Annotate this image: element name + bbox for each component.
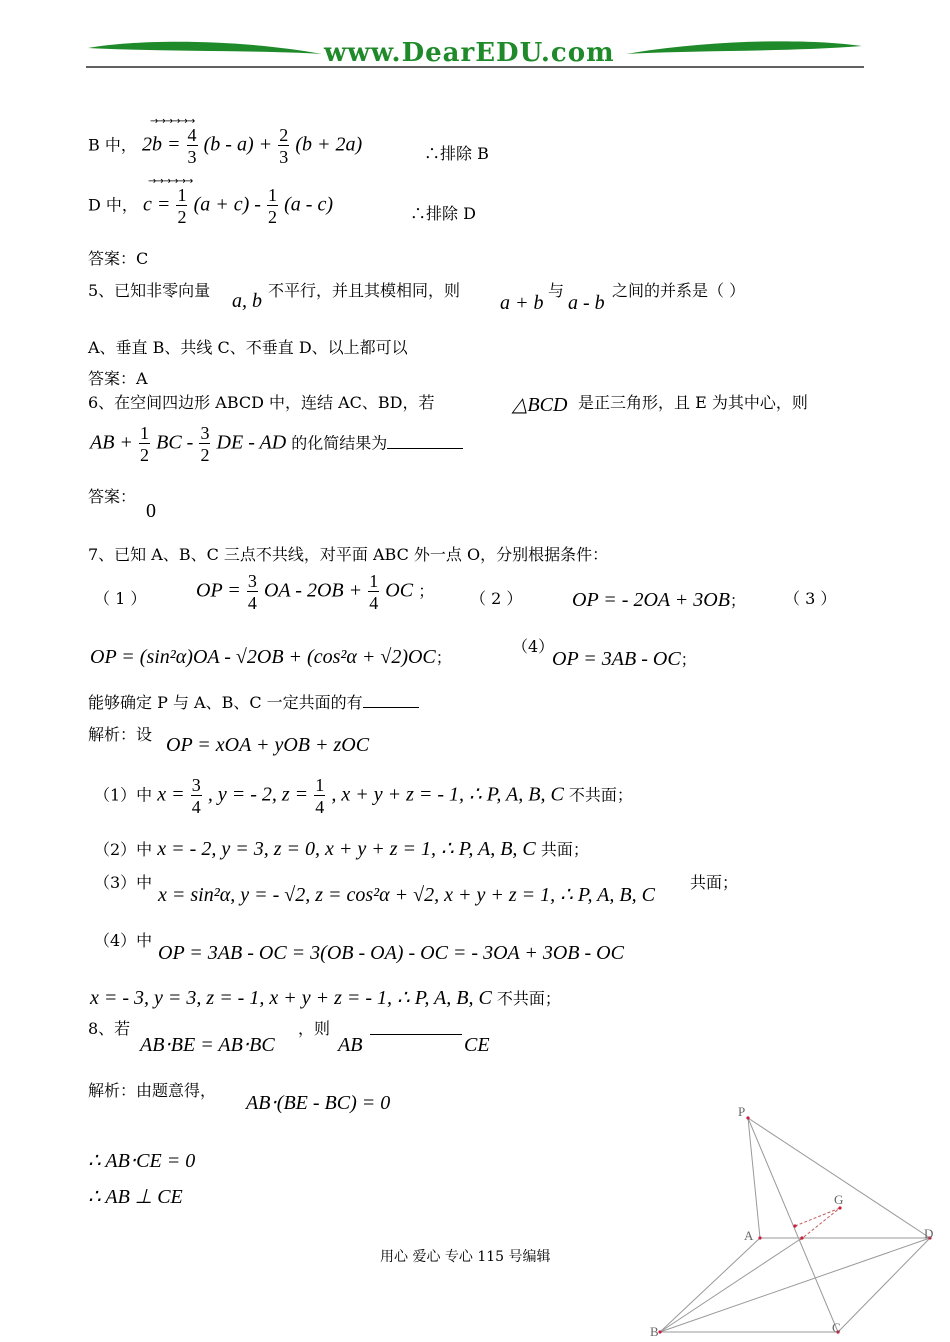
- fraction: $\frac{3}{2}$: [200, 423, 210, 465]
- edge-pd: [748, 1118, 930, 1238]
- q7-cond-1-label: （ 1 ）: [94, 589, 147, 608]
- question-7-ask: [88, 690, 419, 713]
- fraction: $\frac{1}{4}$: [369, 571, 379, 613]
- text: 不共面；: [568, 785, 633, 805]
- math: (a - c): [284, 193, 333, 216]
- header-banner: [86, 36, 864, 72]
- sol7-case-4-label: （4）中: [94, 931, 153, 950]
- question-7: 7、已知 A、B、C 三点不共线，对平面 ABC 外一点 O，分别根据条件：: [88, 545, 609, 564]
- answer-blank: [363, 693, 419, 708]
- fraction: $\frac{3}{4}$: [191, 775, 201, 817]
- q7-cond-2-label: （ 2 ）: [470, 589, 523, 608]
- line-b-result: ∴排除 B: [424, 144, 489, 163]
- math: (b + 2a): [295, 133, 363, 156]
- dashed-eg: [795, 1208, 840, 1226]
- sol7-case-3: [158, 882, 655, 907]
- sol7-case-3-label: （3）中: [94, 873, 153, 892]
- math: OP =: [196, 579, 241, 602]
- q7-cond-4-label: （4）: [512, 637, 555, 656]
- q8-ce: CE: [464, 1034, 490, 1056]
- text: ；: [435, 648, 452, 667]
- math: c =: [143, 193, 171, 216]
- answer-5: 答案：A: [88, 369, 148, 388]
- math: , x + y + z = - 1, ∴ P, A, B, C: [331, 783, 564, 806]
- sol8-line-2: ∴ AB ⊥ CE: [88, 1186, 183, 1208]
- math: OP = (sin²α)OA - √2OB + (cos²α + √2)OC: [90, 646, 436, 668]
- label-p: P: [738, 1104, 746, 1119]
- label-a: A: [744, 1228, 754, 1243]
- math: , y = - 2, z =: [207, 783, 309, 806]
- question-5-d: 之间的并系是（ ）: [612, 281, 746, 300]
- question-5-b: 不平行，并且其模相同，则: [268, 281, 461, 300]
- text: D 中，: [88, 195, 138, 215]
- question-5-options: A、垂直 B、共线 C、不垂直 D、以上都可以: [88, 338, 408, 357]
- vector-arrow-mark: →→→→→→: [150, 116, 195, 127]
- page-footer: 用心 爱心 专心 115 号编辑: [380, 1249, 551, 1265]
- text: ；: [729, 591, 746, 610]
- q7-cond-4: [552, 647, 697, 671]
- edge-ab: [660, 1238, 760, 1332]
- answer-6-value: 0: [146, 500, 156, 522]
- edge-cd: [838, 1238, 930, 1332]
- edge-pa: [748, 1118, 760, 1238]
- dashed-g: [800, 1208, 840, 1240]
- label-c: C: [832, 1320, 841, 1335]
- text: 共面；: [540, 840, 589, 859]
- math: (b - a) +: [203, 133, 273, 156]
- tetrahedron-figure: [640, 1100, 946, 1340]
- sol8-label: 解析：由题意得，: [88, 1081, 217, 1100]
- math: x = - 2, y = 3, z = 0, x + y + z = 1, ∴ P, A, B, C: [157, 838, 536, 860]
- edge-pc: [748, 1118, 838, 1332]
- question-8-a: 8、若: [88, 1019, 131, 1038]
- label-g: G: [834, 1192, 844, 1207]
- math: (a + c) -: [193, 193, 261, 216]
- label-d: D: [924, 1226, 934, 1241]
- fraction: $\frac{3}{4}$: [247, 571, 257, 613]
- q6-expression: [90, 424, 463, 464]
- question-8-b: ，则: [298, 1019, 331, 1038]
- sol7-case-3-end: 共面；: [690, 873, 739, 892]
- sol8-line-1: ∴ AB⋅CE = 0: [88, 1150, 196, 1172]
- q7-cond-3-label: （ 3 ）: [784, 589, 837, 608]
- point-a: [758, 1236, 761, 1239]
- vector-arrow-mark: →→→→→→: [148, 176, 193, 187]
- answer-6: 答案：: [88, 487, 137, 506]
- question-5-c: 与: [548, 281, 565, 300]
- point-f: [800, 1236, 803, 1239]
- point-p: [746, 1116, 749, 1119]
- text: ；: [680, 650, 697, 669]
- line-d-result: ∴排除 D: [410, 204, 476, 223]
- question-5-a: 5、已知非零向量: [88, 281, 211, 300]
- text: 的化简结果为: [291, 433, 388, 453]
- sol7-case-2: [94, 836, 589, 861]
- sol7-math: OP = xOA + yOB + zOC: [166, 734, 370, 756]
- text: （1）中: [94, 785, 153, 805]
- fraction: $\frac{1}{4}$: [315, 775, 325, 817]
- text: 能够确定 P 与 A、B、C 一定共面的有: [88, 693, 363, 712]
- text: ；: [418, 581, 435, 601]
- fraction: $\frac{2}{3}$: [279, 125, 289, 167]
- line-b: [88, 126, 362, 166]
- label-b: B: [650, 1324, 659, 1339]
- q6-triangle: △BCD: [512, 394, 568, 416]
- fraction: $\frac{4}{3}$: [187, 125, 197, 167]
- sol7-case-4b: [90, 985, 561, 1010]
- q8-ab: AB: [338, 1034, 363, 1056]
- answer-blank: [387, 434, 463, 449]
- q8-math: AB⋅BE = AB⋅BC: [140, 1034, 275, 1056]
- q8-answer-blank: [370, 1020, 462, 1035]
- point-b: [658, 1330, 661, 1333]
- answer-4: 答案：C: [88, 249, 149, 268]
- math: x = sin²α, y = - √2, z = cos²α + √2, x + y + z = 1, ∴ P, A, B, C: [158, 884, 655, 906]
- q7-cond-2: [572, 588, 746, 612]
- question-6-b: 是正三角形，且 E 为其中心，则: [578, 393, 808, 412]
- math: DE - AD: [216, 431, 287, 454]
- fraction: $\frac{1}{2}$: [140, 423, 150, 465]
- math: BC -: [156, 431, 194, 454]
- question-6-a: 6、在空间四边形 ABCD 中，连结 AC、BD，若: [88, 393, 435, 412]
- math: 2b =: [141, 133, 181, 156]
- math: AB +: [90, 431, 133, 454]
- edge-bd: [660, 1238, 930, 1332]
- line-d: [88, 186, 333, 226]
- sol7-case-4: OP = 3AB - OC = 3(OB - OA) - OC = - 3OA + 3OB - OC: [158, 942, 624, 964]
- fraction: $\frac{1}{2}$: [268, 185, 278, 227]
- text: （2）中: [94, 840, 153, 859]
- math: x = - 3, y = 3, z = - 1, x + y + z = - 1, ∴ P, A, B, C: [90, 987, 492, 1009]
- q5-math-apb: a + b: [500, 292, 544, 314]
- edge-b-e: [660, 1238, 802, 1332]
- q7-cond-1: [196, 572, 434, 612]
- q5-math-ab: a, b: [232, 290, 262, 312]
- q7-cond-3: [90, 645, 452, 669]
- point-e: [793, 1224, 796, 1227]
- math: OC: [385, 579, 414, 602]
- math: OP = 3AB - OC: [552, 648, 681, 670]
- text: 不共面；: [496, 989, 561, 1008]
- site-logo: www.DearEDU.com: [324, 38, 615, 68]
- math: OA - 2OB +: [263, 579, 363, 602]
- q5-math-amb: a - b: [568, 292, 605, 314]
- math: OP = - 2OA + 3OB: [572, 589, 730, 611]
- sol7-label: 解析：设: [88, 725, 153, 744]
- text: B 中，: [88, 135, 137, 155]
- sol7-case-1: [94, 776, 633, 816]
- math: x =: [157, 783, 185, 806]
- sol8-math: AB⋅(BE - BC) = 0: [246, 1092, 391, 1114]
- fraction: $\frac{1}{2}$: [177, 185, 187, 227]
